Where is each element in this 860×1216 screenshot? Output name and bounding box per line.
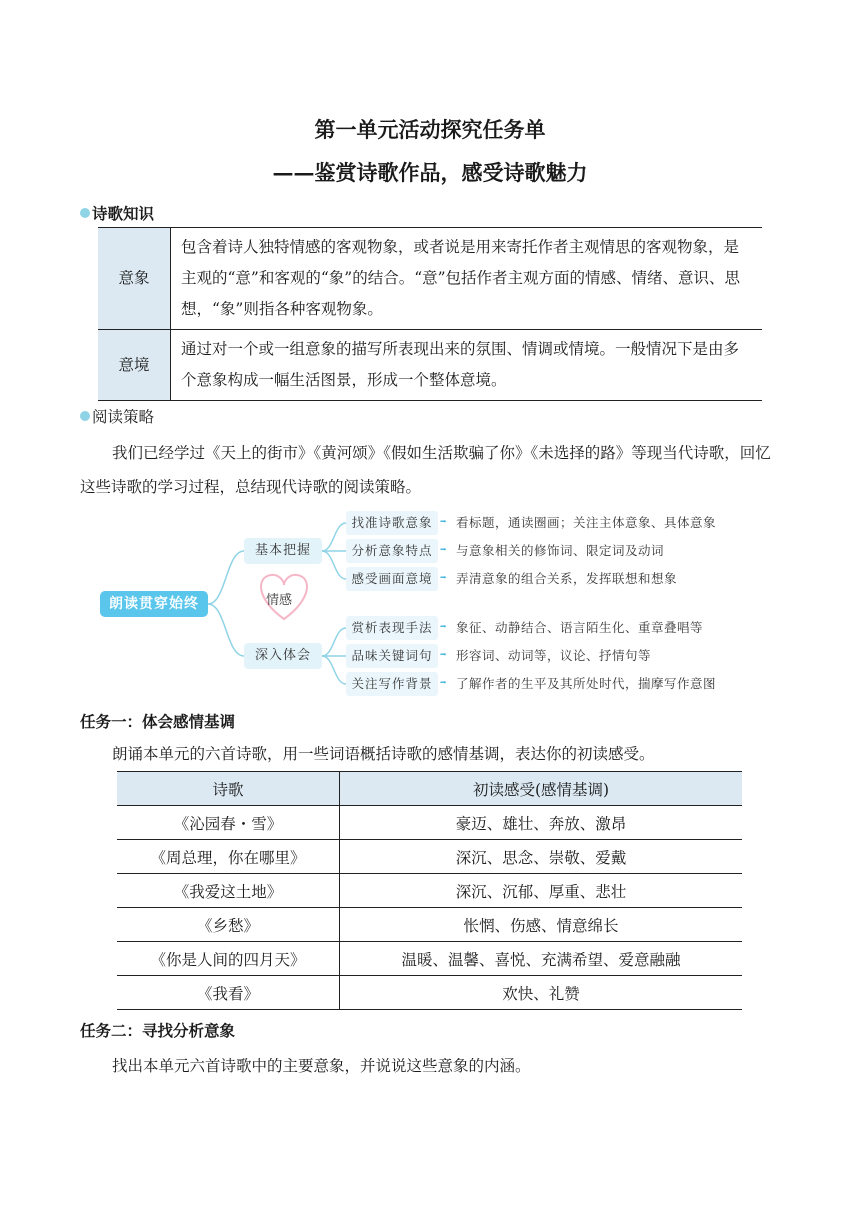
task2-instruction: 找出本单元六首诗歌中的主要意象，并说说这些意象的内涵。 <box>112 1057 531 1075</box>
table-row <box>117 840 742 874</box>
knowledge-term: 意境 <box>98 330 171 401</box>
knowledge-definition: 通过对一个或一组意象的描写所表现出来的氛围、情调或情境。一般情况下是由多个意象构成一幅生活图景，形成一个整体意境。 <box>171 330 763 401</box>
emotion-cell: 欢快、礼赞 <box>340 976 743 1010</box>
column-header: 初读感受(感情基调) <box>340 772 743 806</box>
table-row <box>117 942 742 976</box>
poem-cell: 《乡愁》 <box>117 908 340 942</box>
reading-strategy-mindmap <box>96 505 776 699</box>
strategy-heading-text: 阅读策略 <box>92 408 155 426</box>
mindmap-leaf: 关注写作背景 <box>346 672 438 696</box>
page-title: 第一单元活动探究任务单 <box>314 117 546 142</box>
strategy-heading <box>80 405 154 427</box>
arrow-right-icon: ➡ <box>440 571 447 584</box>
mindmap-desc: 形容词、动词等，议论、抒情句等 <box>456 648 652 663</box>
mindmap-leaf: 品味关键词句 <box>346 644 438 668</box>
poem-cell: 《周总理，你在哪里》 <box>117 840 340 874</box>
table-header-row <box>117 772 742 806</box>
bullet-dot-icon <box>80 208 90 218</box>
emotion-cell: 怅惘、伤感、情意绵长 <box>340 908 743 942</box>
poem-cell: 《我看》 <box>117 976 340 1010</box>
table-row <box>117 874 742 908</box>
table-row <box>117 976 742 1010</box>
bullet-dot-icon <box>80 411 90 421</box>
emotion-cell: 深沉、思念、崇敬、爱戴 <box>340 840 743 874</box>
emotion-cell: 豪迈、雄壮、奔放、激昂 <box>340 806 743 840</box>
poem-cell: 《我爱这土地》 <box>117 874 340 908</box>
knowledge-term: 意象 <box>98 228 171 330</box>
arrow-right-icon: ➡ <box>440 676 447 689</box>
page-subtitle: ——鉴赏诗歌作品，感受诗歌魅力 <box>272 160 588 185</box>
mindmap-desc: 了解作者的生平及其所处时代，揣摩写作意图 <box>456 676 717 691</box>
column-header: 诗歌 <box>117 772 340 806</box>
strategy-paragraph: 我们已经学过《天上的街市》《黄河颂》《假如生活欺骗了你》《未选择的路》等现当代诗歌，回忆这些诗歌的学习过程，总结现代诗歌的阅读策略。 <box>80 444 771 496</box>
emotion-cell: 深沉、沉郁、厚重、悲壮 <box>340 874 743 908</box>
task2-heading: 任务二：寻找分析意象 <box>80 1021 236 1040</box>
mindmap-center-label: 情感 <box>266 593 293 608</box>
arrow-right-icon: ➡ <box>440 543 447 556</box>
knowledge-heading-text: 诗歌知识 <box>92 204 155 223</box>
arrow-right-icon: ➡ <box>440 515 447 528</box>
table-row <box>117 908 742 942</box>
task1-heading: 任务一：体会感情基调 <box>80 712 236 731</box>
poem-cell: 《你是人间的四月天》 <box>117 942 340 976</box>
poem-cell: 《沁园春・雪》 <box>117 806 340 840</box>
knowledge-table <box>98 227 762 401</box>
mindmap-leaf: 找准诗歌意象 <box>346 511 438 535</box>
mindmap-desc: 弄清意象的组合关系，发挥联想和想象 <box>456 571 678 586</box>
knowledge-heading <box>80 202 154 224</box>
knowledge-definition: 包含着诗人独特情感的客观物象，或者说是用来寄托作者主观情思的客观物象，是主观的“意”和客观的“象”的结合。“意”包括作者主观方面的情感、情绪、意识、思想，“象”则指各种客观物象。 <box>171 228 763 330</box>
mindmap-desc: 看标题，通读圈画；关注主体意象、具体意象 <box>456 515 717 530</box>
emotion-cell: 温暖、温馨、喜悦、充满希望、爱意融融 <box>340 942 743 976</box>
knowledge-row <box>98 228 762 330</box>
mindmap-branch: 深入体会 <box>244 643 322 669</box>
mindmap-branch: 基本把握 <box>244 538 322 564</box>
mindmap-leaf: 分析意象特点 <box>346 539 438 563</box>
task1-instruction: 朗诵本单元的六首诗歌，用一些词语概括诗歌的感情基调，表达你的初读感受。 <box>112 745 655 763</box>
mindmap-root: 朗读贯穿始终 <box>100 591 208 617</box>
emotion-table <box>117 771 742 1010</box>
mindmap-leaf: 赏析表现手法 <box>346 616 438 640</box>
arrow-right-icon: ➡ <box>440 648 447 661</box>
mindmap-leaf: 感受画面意境 <box>346 567 438 591</box>
knowledge-row <box>98 330 762 401</box>
mindmap-desc: 与意象相关的修饰词、限定词及动词 <box>456 543 665 558</box>
arrow-right-icon: ➡ <box>440 620 447 633</box>
table-row <box>117 806 742 840</box>
mindmap-desc: 象征、动静结合、语言陌生化、重章叠唱等 <box>456 620 704 635</box>
